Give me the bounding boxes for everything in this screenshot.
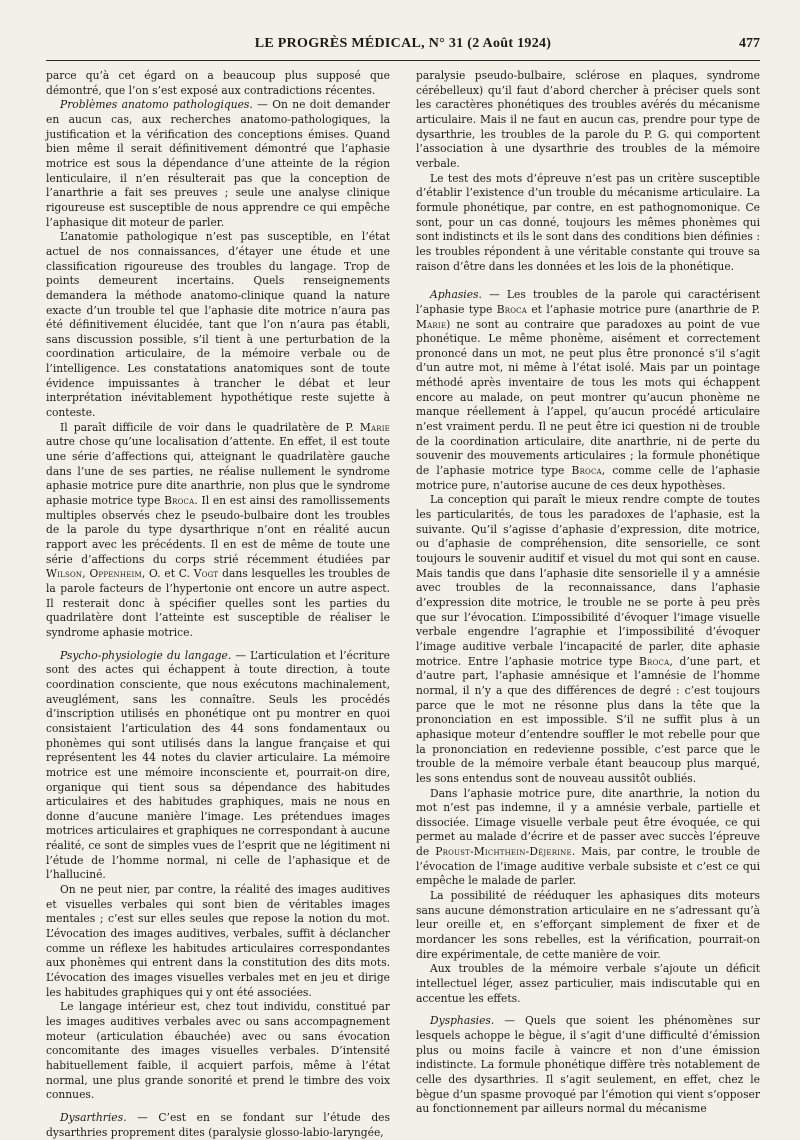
paragraph-text: La possibilité de rééduquer les aphasiques dits moteurs sans aucune démonstration articulaire en ne s’adressant qu’à leur oreille et, en s’efforçant simplement de fixer et de mordancer les sons rebelles, est la vérification, pourrait-on dire expérimentale, de cette manière de voir. [416, 889, 760, 961]
paragraph [416, 288, 760, 493]
right-column [416, 69, 760, 1116]
paragraph-text: parce qu’à cet égard on a beaucoup plus supposé que démontré, que l’on s’est exposé aux contradictions récentes. [46, 69, 390, 97]
paragraph-text: , [82, 567, 90, 581]
paragraph-text: autre chose qu’une localisation d’attente. En effet, il est toute une série d’affections qui, atteignant le quadrilatère gauche dans l’une de ses parties, ne réalise nullement le syndrome aphasie motrice pure dite anarthrie, non plus que le syndrome aphasie motrice type [46, 435, 390, 508]
author-name: Proust-Michthein-Déjerine [435, 845, 572, 859]
paragraph-text: L’anatomie pathologique n’est pas susceptible, en l’état actuel de nos connaissances, d’étayer une étude et une classification rigoureuse des troubles du langage. Trop de points demeurent incertains. Quels renseignements demandera la méthode anatomo-clinique quand la nature exacte d’un trouble tel que l’aphasie dite motrice n’aura pas été définitivement élucidée, tant que l’on n’aura pas établi, sans discussion possible, s’il tient à une perturbation de la coordination articulaire, de la mémoire verbale ou de l’intelligence. Les constatations anatomiques sont de toute évidence impuissantes à trancher le débat et leur interprétation inévitablement hypothétique reste sujette à conteste. [46, 230, 390, 420]
paragraph [46, 1000, 390, 1103]
paragraph [416, 493, 760, 786]
journal-title: LE PROGRÈS MÉDICAL, N° 31 (2 Août 1924) [254, 36, 552, 51]
paragraph-text: Le langage intérieur est, chez tout individu, constitué par les images auditives verbales avec ou sans accompagnement moteur (articulation ébauchée) avec ou sans évocation concomitante des images visuelles verbales. D’intensité habituellement faible, il acquiert parfois, même à l’état normal, une plus grande sonorité et prend le timbre des voix connues. [46, 1000, 390, 1102]
paragraph-text: — Quels que soient les phénomènes sur lesquels achoppe le bègue, il s’agit d’une difficulté d’émission plus ou moins facile à vaincre et non d’une émission indistincte. La formule phonétique diffère très notablement de celle des dysarthries. Il s’agit seulement, en effet, chez le bègue d’un spasme provoqué par l’émotion qui vient s’opposer au fonctionnement par ailleurs normal du mécanisme [416, 1014, 760, 1116]
paragraph [46, 1111, 390, 1140]
paragraph-text: et l’aphasie motrice pure (anarthrie de P. [527, 302, 760, 316]
paragraph-text: ) ne sont au contraire que paradoxes au point de vue phonétique. Le même phonème, aisément et correctement prononcé dans un mot, ne peut plus être prononcé s’il s’agit d’un autre mot, ni même à l’état isolé. Mais par un pointage méthodé après inventaire de tous les mots qui échappent encore au malade, on peut montrer qu’aucun phonème ne manque réellement à l’appel, qu’aucun procédé articulaire n’est vraiment perdu. Il ne peut être ici question ni de trouble de la coordination articulaire, dite anarthrie, ni de perte du souvenir des mouvements articulaires ; la formule phonétique de l’aphasie motrice type [416, 317, 760, 478]
section-heading: Psycho-physiologie du langage. [60, 648, 232, 662]
section-heading: Aphasies. [430, 288, 482, 302]
paragraph-text: — C’est en se fondant sur l’étude des dysarthries proprement dites (paralysie glosso-labio-laryngée, [46, 1110, 390, 1139]
paragraph [46, 69, 390, 98]
paragraph-text: Aux troubles de la mémoire verbale s’ajoute un déficit intellectuel léger, assez particulier, mais indiscutable qui en accentue les effets. [416, 962, 760, 1005]
paragraph-text: . Mais, par contre, le trouble de l’évocation de l’image auditive verbale subsiste et c’est ce qui empêche le malade de parler. [416, 845, 760, 888]
paragraph [46, 421, 390, 641]
paragraph-text: , O. et C. [141, 567, 194, 581]
paragraph-text: Le test des mots d’épreuve n’est pas un critère susceptible d’établir l’existence d’un trouble du mécanisme articulaire. La formule phonétique, par contre, en est pathognomonique. Ce sont, pour un cas donné, toujours les mêmes phonèmes qui sont indistincts et ils le sont dans des conditions bien définies : les troubles répondent à une véritable constante qui trouve sa raison d’être dans les données et les lois de la phonétique. [416, 171, 760, 273]
paragraph [416, 172, 760, 275]
paragraph [46, 649, 390, 884]
paragraph-text: — Les troubles de la parole qui caractérisent l’aphasie type [416, 288, 760, 316]
paragraph-text: La conception qui paraît le mieux rendre compte de toutes les particularités, de tous les paradoxes de l’aphasie, est la suivante. Qu’il s’agisse d’aphasie d’expression, dite motrice, ou d’aphasie de compréhension, dite sensorielle, ce sont toujours le souvenir auditif et visuel du mot qui sont en cause. Mais tandis que dans l’aphasie dite sensorielle il y a amnésie avec troubles de la reconnaissance, dans l’aphasie d’expression dite motrice, le trouble ne se porte à peu près que sur l’évocation. L’impossibilité d’évoquer l’image visuelle verbale engendre l’agraphie et l’impossibilité d’évoquer l’image auditive verbale l’incapacité de parler, dite aphasie motrice. Entre l’aphasie motrice type [416, 493, 760, 668]
paragraph [416, 889, 760, 962]
paragraph [416, 1014, 760, 1117]
paragraph-text: Il paraît difficile de voir dans le quadrilatère de P. [60, 420, 360, 434]
author-name: Oppenheim [89, 567, 142, 581]
author-name: Marie [416, 317, 447, 331]
paragraph-text: . Il en est ainsi des ramollissements multiples observés chez le pseudo-bulbaire dont les troubles de la parole du type dysarthrique n’ont en réalité aucun rapport avec les précédents. Il en est de même de toute une série d’affections du corps strié récemment étudiées par [46, 494, 390, 566]
section-heading: Dysphasies. [430, 1014, 495, 1028]
author-name: Broca [496, 302, 527, 316]
left-column [46, 69, 390, 1139]
author-name: Broca [639, 654, 670, 668]
paragraph-text: On ne peut nier, par contre, la réalité des images auditives et visuelles verbales qui sont bien de véritables images mentales ; c’est sur elles seules que repose la notion du mot. L’évocation des images auditives, verbales, suffit à déclancher comme un réflexe les habitudes articulaires correspondantes aux phonèmes qui entrent dans la constitution des dits mots. L’évocation des images visuelles verbales met en jeu et dirige les habitudes graphiques qui y ont été associées. [46, 883, 390, 999]
paragraph-text: — L’articulation et l’écriture sont des actes qui échappent à toute direction, à toute coordination consciente, que nous exécutons machinalement, aveuglément, sans les connaître. Seuls les procédés d’inscription utilisés en phonétique ont pu montrer en quoi consistaient l’articulation des 44 sons fondamentaux ou phonèmes qui sont utilisés dans la langue française et qui représentent les 44 notes du clavier articulaire. La mémoire motrice est une mémoire inconsciente et, pourrait-on dire, organique qui tient sous sa dépendance des habitudes articulaires et des habitudes graphiques, mais ne nous en donne d’aucune manière l’image. Les prétendues images motrices articulaires et graphiques ne correspondant à aucune réalité, ce sont de simples vues de l’esprit que ne légitiment ni l’étude de l’homme normal, ni celle de l’aphasique et de l’halluciné. [46, 648, 390, 882]
author-name: Wilson [46, 567, 83, 581]
page-number: 477 [739, 36, 760, 51]
paragraph [416, 787, 760, 890]
paragraph-text: , comme celle de l’aphasie motrice pure, n’autorise aucune de ces deux hypothèses. [416, 464, 760, 492]
author-name: Broca [571, 464, 602, 478]
paragraph-text: Dans l’aphasie motrice pure, dite anarthrie, la notion du mot n’est pas indemne, il y a amnésie verbale, partielle et dissociée. L’image visuelle verbale peut être évoquée, ce qui permet au malade d’écrire et de passer avec succès l’épreuve de [416, 786, 760, 859]
paragraph [46, 230, 390, 421]
author-name: Broca [164, 494, 195, 508]
running-head [46, 36, 760, 60]
paragraph-text: dans lesquelles les troubles de la parole facteurs de l’hypertonie ont encore un autre aspect. Il resterait donc à spécifier quelles sont les parties du quadrilatère dont l’atteinte est susceptible de réaliser le syndrome aphasie motrice. [46, 567, 390, 639]
paragraph [46, 98, 390, 230]
paragraph-text: , d’une part, et d’autre part, l’aphasie amnésique et l’amnésie de l’homme normal, il n’y a que des différences de degré : c’est toujours parce que le mot ne résonne plus dans la tête que la prononciation en est impossible. S’il ne suffit plus à un aphasique moteur d’entendre souffler le mot rebelle pour que la prononciation en redevienne possible, c’est parce que le trouble de la mémoire verbale étant beaucoup plus marqué, les sons entendus sont de nouveau aussitôt oubliés. [416, 654, 760, 785]
header-rule [46, 60, 760, 61]
section-heading: Problèmes anatomo pathologiques. [60, 98, 253, 112]
section-heading: Dysarthries. [60, 1110, 127, 1124]
paragraph [416, 962, 760, 1006]
paragraph [416, 69, 760, 172]
paragraph [46, 883, 390, 1000]
author-name: Marie [359, 420, 390, 434]
paragraph-text: — On ne doit demander en aucun cas, aux recherches anatomo-pathologiques, la justification et la vérification des conceptions émises. Quand bien même il serait définitivement démontré que l’aphasie motrice est sous la dépendance d’une atteinte de la région lenticulaire, il n’en résulterait pas que la conception de l’anarthrie a fait ses preuves ; seule une analyse clinique rigoureuse est susceptible de nous apprendre ce qui empêche l’aphasique dit moteur de parler. [46, 98, 390, 229]
author-name: Vogt [193, 567, 219, 581]
paragraph-text: paralysie pseudo-bulbaire, sclérose en plaques, syndrome cérébelleux) qu’il faut d’abord chercher à préciser quels sont les caractères phonétiques des troubles avérés du mécanisme articulaire. Mais il ne faut en aucun cas, prendre pour type de dysarthrie, les troubles de la parole du P. G. qui comportent l’association à une dysarthrie des troubles de la mémoire verbale. [416, 69, 760, 170]
